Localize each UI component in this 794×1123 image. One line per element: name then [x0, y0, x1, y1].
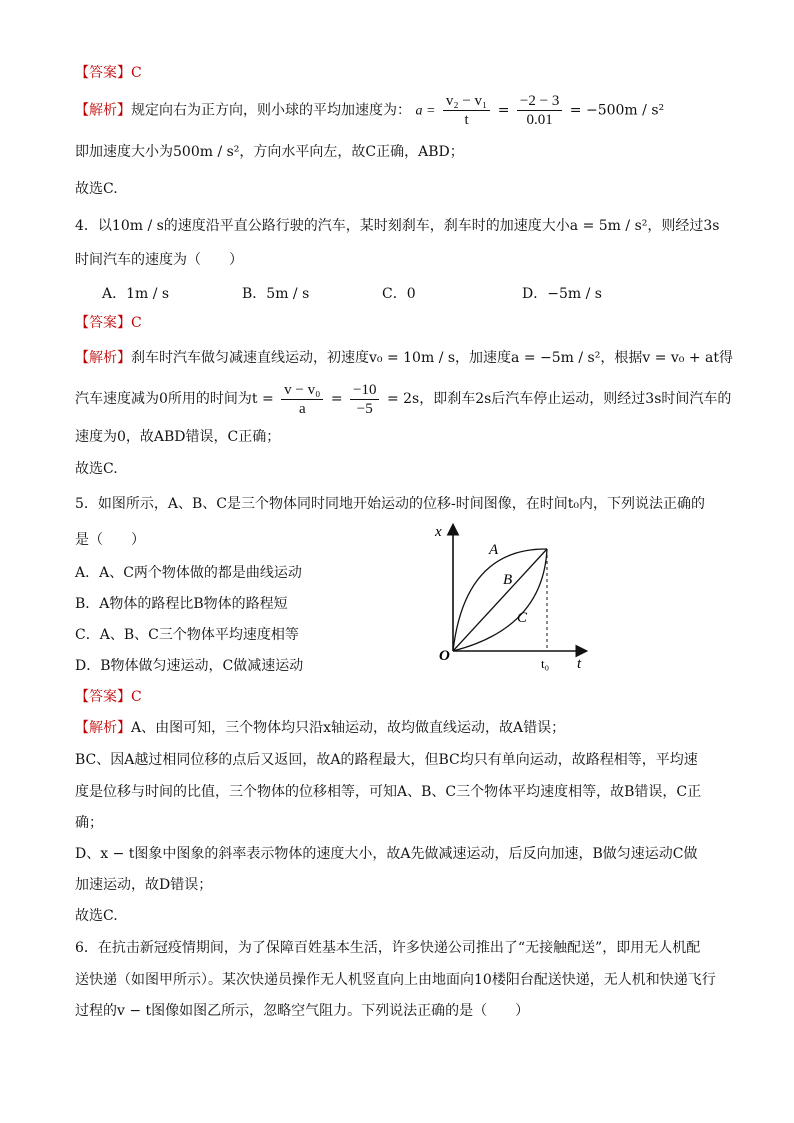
formula-eq: = — [330, 391, 343, 407]
origin-label: O — [439, 648, 450, 664]
analysis-text: 汽车速度减为0所用的时间为t = — [75, 391, 274, 407]
analysis-label: 【解析】 — [75, 350, 131, 366]
t0-label: t₀ — [541, 656, 550, 671]
x-axis-label: t — [577, 656, 582, 672]
analysis-text: = 2s，即刹车2s后汽车停止运动，则经过3s时间汽车的 — [386, 391, 732, 407]
option-b: B．5m / s — [242, 286, 310, 302]
curve-a-label: A — [489, 542, 499, 558]
formula-fraction: $\frac{-10}{-5}$ — [350, 381, 379, 418]
option-d: D．−5m / s — [522, 286, 602, 302]
q4-analysis-line2 — [75, 380, 731, 418]
q5-analysis-line5: D、x − t图象中图象的斜率表示物体的速度大小，故A先做减速运动，后反向加速，B做匀速运动C做 — [75, 846, 698, 862]
curve-c-label: C — [517, 610, 528, 626]
answer-value: C — [131, 65, 142, 81]
analysis-label: 【解析】 — [75, 102, 131, 119]
option-a: A．1m / s — [102, 286, 170, 302]
q5-conclusion: 故选C. — [75, 908, 118, 924]
q5-answer-line — [75, 687, 142, 707]
q4-conclusion: 故选C. — [75, 461, 118, 477]
q4-stem-line1: 4．以10m / s的速度沿平直公路行驶的汽车，某时刻刹车，刹车时的加速度大小a = 5m / s²，则经过3s — [75, 218, 720, 234]
answer-value: C — [131, 315, 142, 331]
q5-analysis-line3: 度是位移与时间的比值，三个物体的位移相等，可知A、B、C三个物体平均速度相等，故B错误，C正 — [75, 784, 702, 800]
answer-label: 【答案】 — [75, 689, 131, 705]
q4-answer-line — [75, 313, 142, 333]
curve-b-label: B — [503, 572, 513, 588]
q4-stem-line2: 时间汽车的速度为（ ） — [75, 252, 243, 268]
analysis-text: 规定向右为正方向，则小球的平均加速度为： — [131, 102, 411, 119]
answer-label: 【答案】 — [75, 65, 131, 81]
q3-conclusion: 故选C. — [75, 181, 118, 197]
formula-fraction: $\frac{-2 - 3}{0.01}$ — [517, 92, 562, 129]
q6-stem-line3: 过程的v − t图像如图乙所示，忽略空气阻力。下列说法正确的是（ ） — [75, 1003, 530, 1019]
q6-stem-line1: 6．在抗击新冠疫情期间，为了保障百姓基本生活，许多快递公司推出了“无接触配送”，即用无人机配 — [75, 940, 701, 956]
q4-analysis-line1 — [75, 348, 733, 368]
q5-option-d: D．B物体做匀速运动，C做减速运动 — [75, 658, 304, 674]
analysis-text: A、由图可知，三个物体均只沿x轴运动，故均做直线运动，故A错误； — [131, 720, 566, 736]
q3-analysis-line2: 即加速度大小为500m / s²，方向水平向左，故C正确，ABD； — [75, 144, 464, 160]
answer-label: 【答案】 — [75, 315, 131, 331]
q5-analysis-line4: 确； — [75, 815, 103, 831]
answer-value: C — [131, 689, 142, 705]
formula-rhs: = −500m / s² — [569, 102, 665, 119]
q4-analysis-line3: 速度为0，故ABD错误，C正确； — [75, 429, 281, 445]
formula-lhs: a = — [415, 103, 436, 119]
q3-answer-line — [75, 63, 142, 83]
q3-analysis-line — [75, 92, 664, 129]
q6-stem-line2: 送快递（如图甲所示）。某次快递员操作无人机竖直向上由地面向10楼阳台配送快递，无人机和快递飞行 — [75, 972, 716, 988]
analysis-text: 刹车时汽车做匀减速直线运动，初速度v₀ = 10m / s，加速度a = −5m / s²，根据v = v₀ + at得 — [131, 350, 734, 366]
formula-fraction: $\frac{\text{v₂ − v₁}}{t}$ — [443, 92, 490, 129]
q5-stem-line1: 5．如图所示，A、B、C是三个物体同时同地开始运动的位移-时间图像，在时间t₀内，下列说法正确的 — [75, 496, 705, 512]
formula-eq: = — [497, 102, 510, 119]
q5-option-b: B．A物体的路程比B物体的路程短 — [75, 596, 288, 612]
q5-analysis-line2: BC、因A越过相同位移的点后又返回，故A的路程最大，但BC均只有单向运动，故路程相等，平均速 — [75, 752, 698, 768]
option-c: C．0 — [382, 286, 416, 302]
q5-analysis-line6: 加速运动，故D错误； — [75, 877, 213, 893]
q5-option-c: C．A、B、C三个物体平均速度相等 — [75, 627, 299, 643]
q5-stem-line2: 是（ ） — [75, 532, 145, 548]
y-axis-label: x — [435, 524, 442, 540]
q5-option-a: A．A、C两个物体做的都是曲线运动 — [75, 565, 302, 581]
xt-graph — [425, 518, 595, 673]
analysis-label: 【解析】 — [75, 720, 131, 736]
formula-fraction: $\frac{\text{v − v₀}}{a}$ — [281, 381, 323, 418]
q5-analysis-line1 — [75, 718, 565, 738]
